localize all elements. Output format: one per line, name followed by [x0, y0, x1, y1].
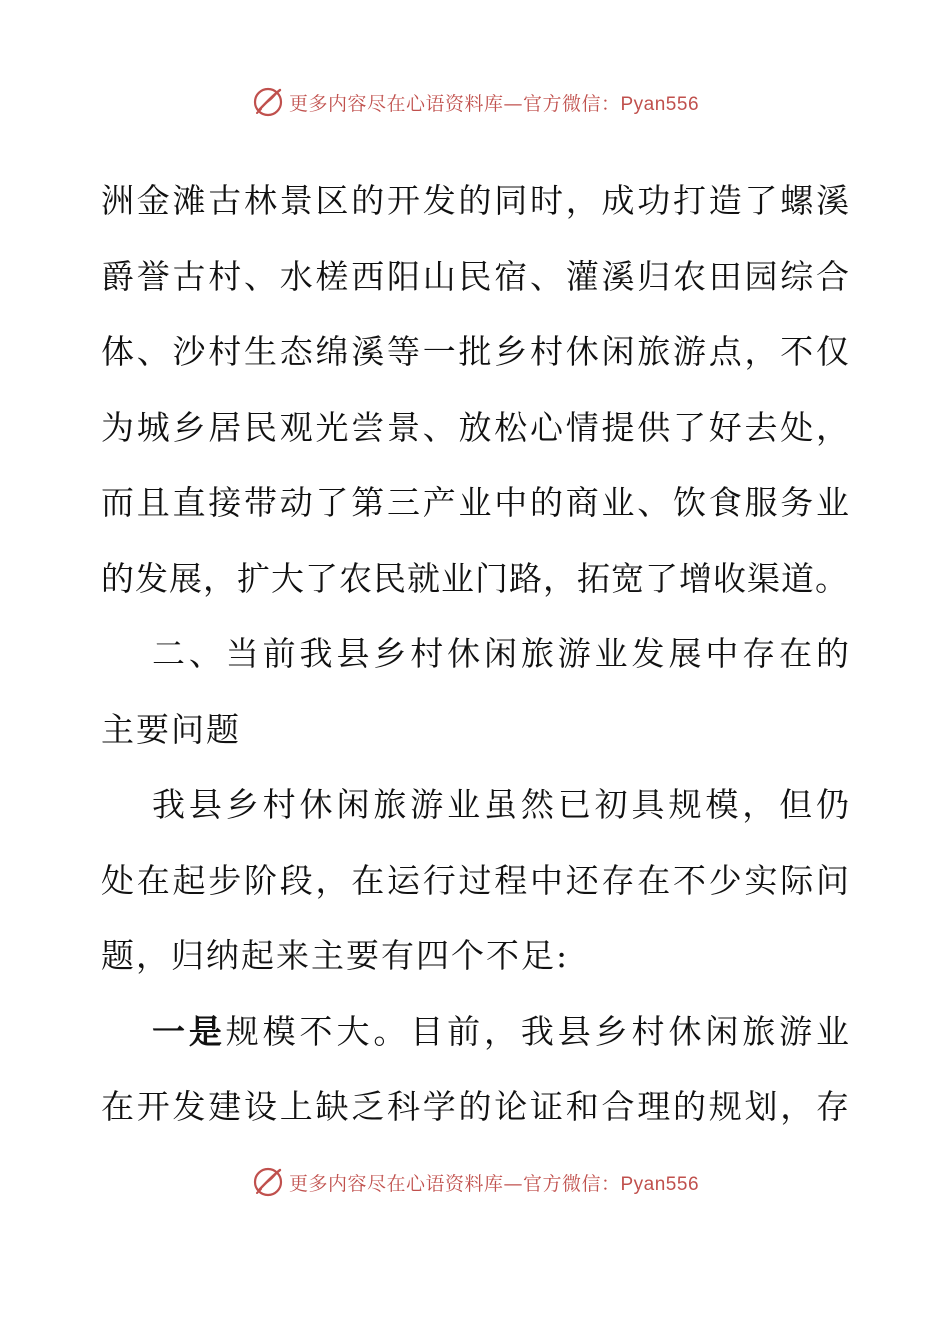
footer-watermark	[0, 1162, 950, 1202]
point-one-line-1	[101, 994, 851, 1070]
text-line-6: 的发展，扩大了农民就业门路，拓宽了增收渠道。	[101, 558, 849, 598]
document-body	[101, 163, 851, 1145]
section-heading-line-1: 二、当前我县乡村休闲旅游业发展中存在的	[152, 634, 851, 673]
point-one-lead: 一是	[152, 1011, 226, 1051]
point-one-line-2: 在开发建设上缺乏科学的论证和合理的规划，存	[101, 1087, 851, 1126]
section-heading-line-2: 主要问题	[101, 709, 241, 749]
text-line-1: 洲金滩古林景区的开发的同时，成功打造了螺溪	[101, 181, 851, 220]
watermark-label: 更多内容尽在心语资料库—官方微信：	[288, 92, 621, 115]
point-one-text: 规模不大。目前，我县乡村休闲旅游业	[225, 1011, 851, 1051]
watermark-wechat-id: Pyan556	[620, 1173, 700, 1195]
watermark-label: 更多内容尽在心语资料库—官方微信：	[288, 1172, 621, 1195]
watermark-text	[289, 89, 699, 116]
paragraph-line-1: 我县乡村休闲旅游业虽然已初具规模，但仍	[152, 785, 851, 824]
watermark-text	[289, 1169, 699, 1196]
quill-pen-logo-icon	[251, 1165, 285, 1199]
quill-pen-logo-icon	[251, 85, 285, 119]
text-line-5: 而且直接带动了第三产业中的商业、饮食服务业	[101, 483, 851, 522]
paragraph-line-2: 处在起步阶段，在运行过程中还存在不少实际问	[101, 860, 851, 900]
text-line-3: 体、沙村生态绵溪等一批乡村休闲旅游点，不仅	[101, 332, 851, 371]
paragraph-line-3: 题，归纳起来主要有四个不足:	[101, 936, 570, 975]
text-line-4: 为城乡居民观光尝景、放松心情提供了好去处，	[101, 407, 851, 447]
header-watermark	[0, 82, 950, 122]
watermark-wechat-id: Pyan556	[620, 93, 700, 115]
text-line-2: 爵誉古村、水槎西阳山民宿、灌溪归农田园综合	[101, 256, 851, 296]
